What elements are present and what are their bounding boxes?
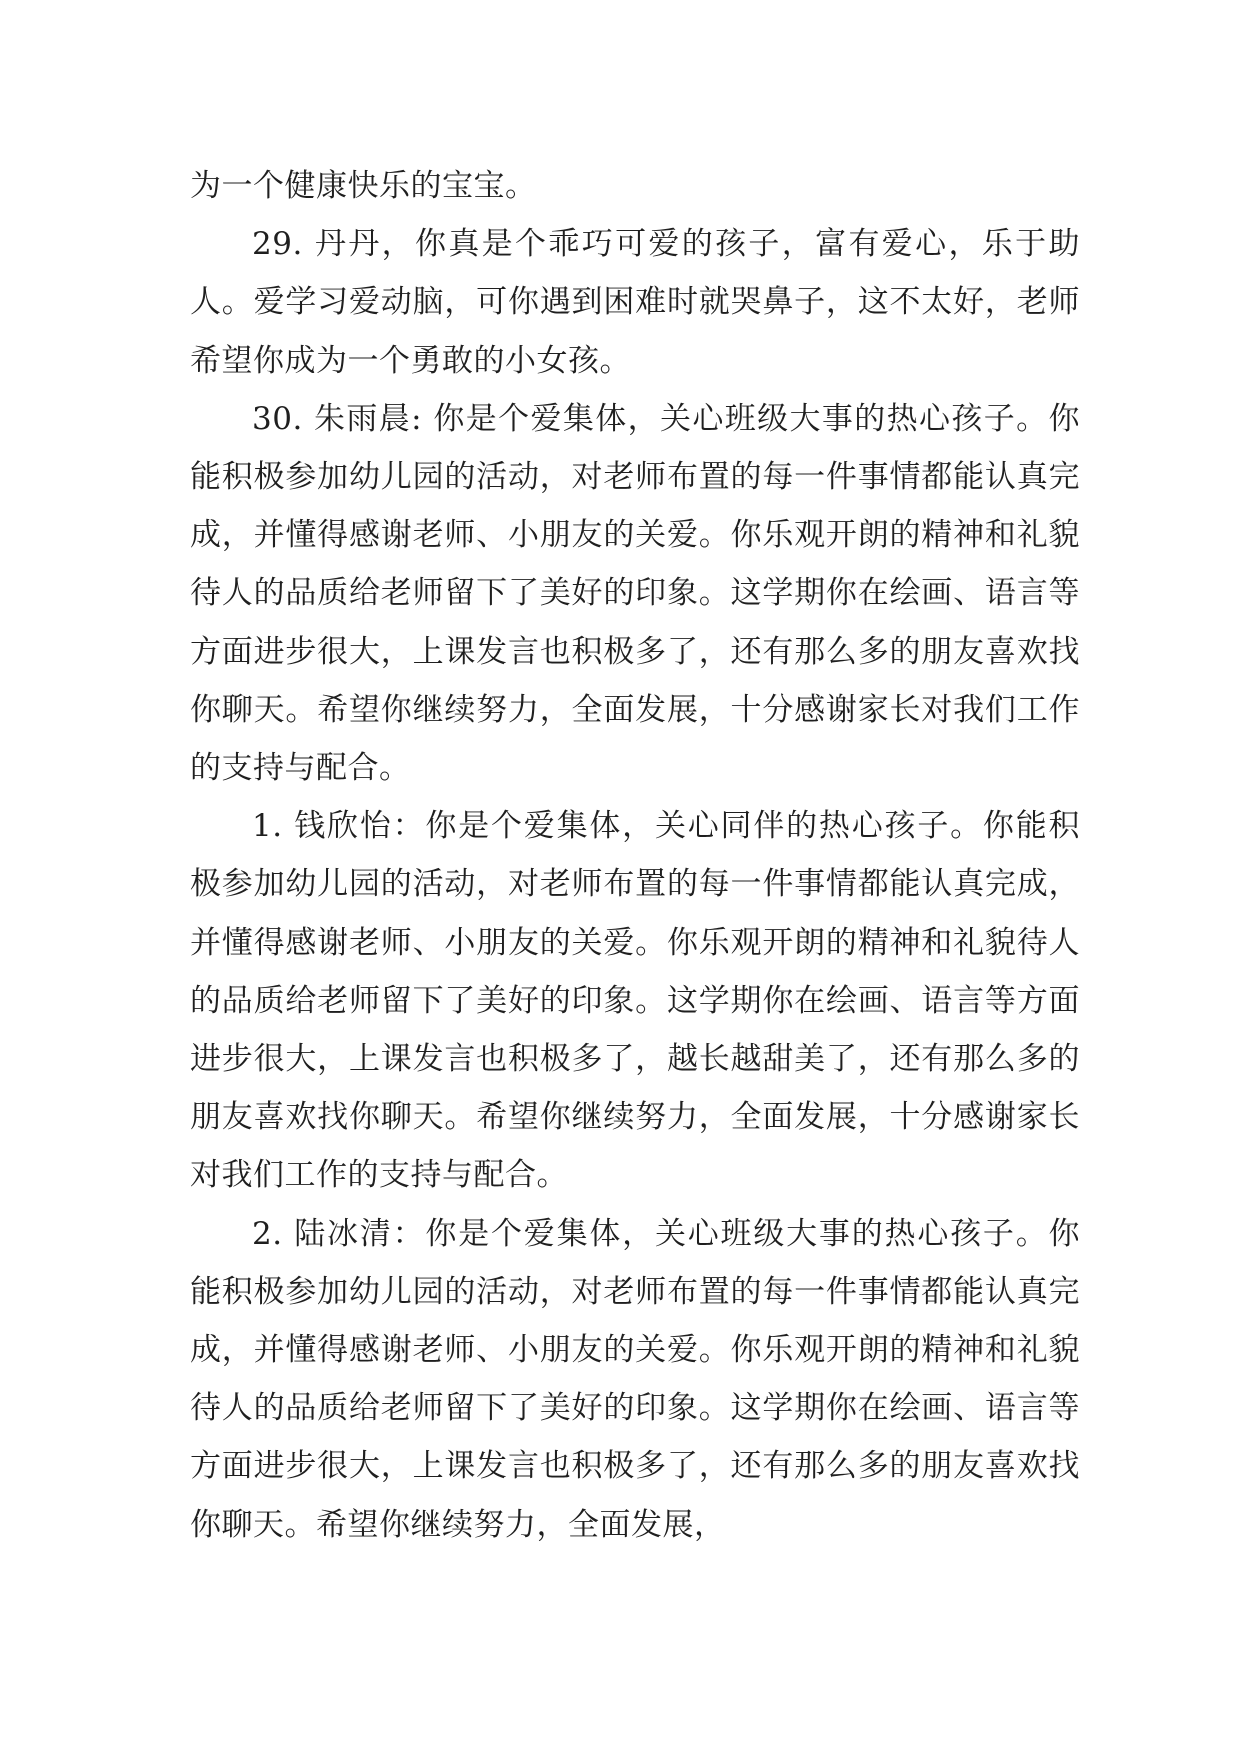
paragraph-comment-30: 30. 朱雨晨: 你是个爱集体，关心班级大事的热心孩子。你能积极参加幼儿园的活动，对老师布置的每一件事情都能认真完成，并懂得感谢老师、小朋友的关爱。你乐观开朗的精神和礼貌待人的品质给老师留下了美好的印象。这学期你在绘画、语言等方面进步很大，上课发言也积极多了，还有那么多的朋友喜欢找你聊天。希望你继续努力，全面发展，十分感谢家长对我们工作的支持与配合。 xyxy=(190,400,1080,787)
paragraph-comment-1: 1. 钱欣怡：你是个爱集体，关心同伴的热心孩子。你能积极参加幼儿园的活动，对老师布置的每一件事情都能认真完成，并懂得感谢老师、小朋友的关爱。你乐观开朗的精神和礼貌待人的品质给老师留下了美好的印象。这学期你在绘画、语言等方面进步很大，上课发言也积极多了，越长越甜美了，还有那么多的朋友喜欢找你聊天。希望你继续努力，全面发展，十分感谢家长对我们工作的支持与配合。 xyxy=(190,808,1080,1194)
paragraph-comment-2: 2. 陆冰清：你是个爱集体，关心班级大事的热心孩子。你能积极参加幼儿园的活动，对老师布置的每一件事情都能认真完成，并懂得感谢老师、小朋友的关爱。你乐观开朗的精神和礼貌待人的品质给老师留下了美好的印象。这学期你在绘画、语言等方面进步很大，上课发言也积极多了，还有那么多的朋友喜欢找你聊天。希望你继续努力，全面发展， xyxy=(190,1215,1080,1543)
document-body xyxy=(190,157,1080,1554)
paragraph-continuation: 为一个健康快乐的宝宝。 xyxy=(190,168,537,204)
paragraph-comment-29: 29. 丹丹，你真是个乖巧可爱的孩子，富有爱心，乐于助人。爱学习爱动脑，可你遇到困难时就哭鼻子，这不太好，老师希望你成为一个勇敢的小女孩。 xyxy=(190,226,1080,379)
